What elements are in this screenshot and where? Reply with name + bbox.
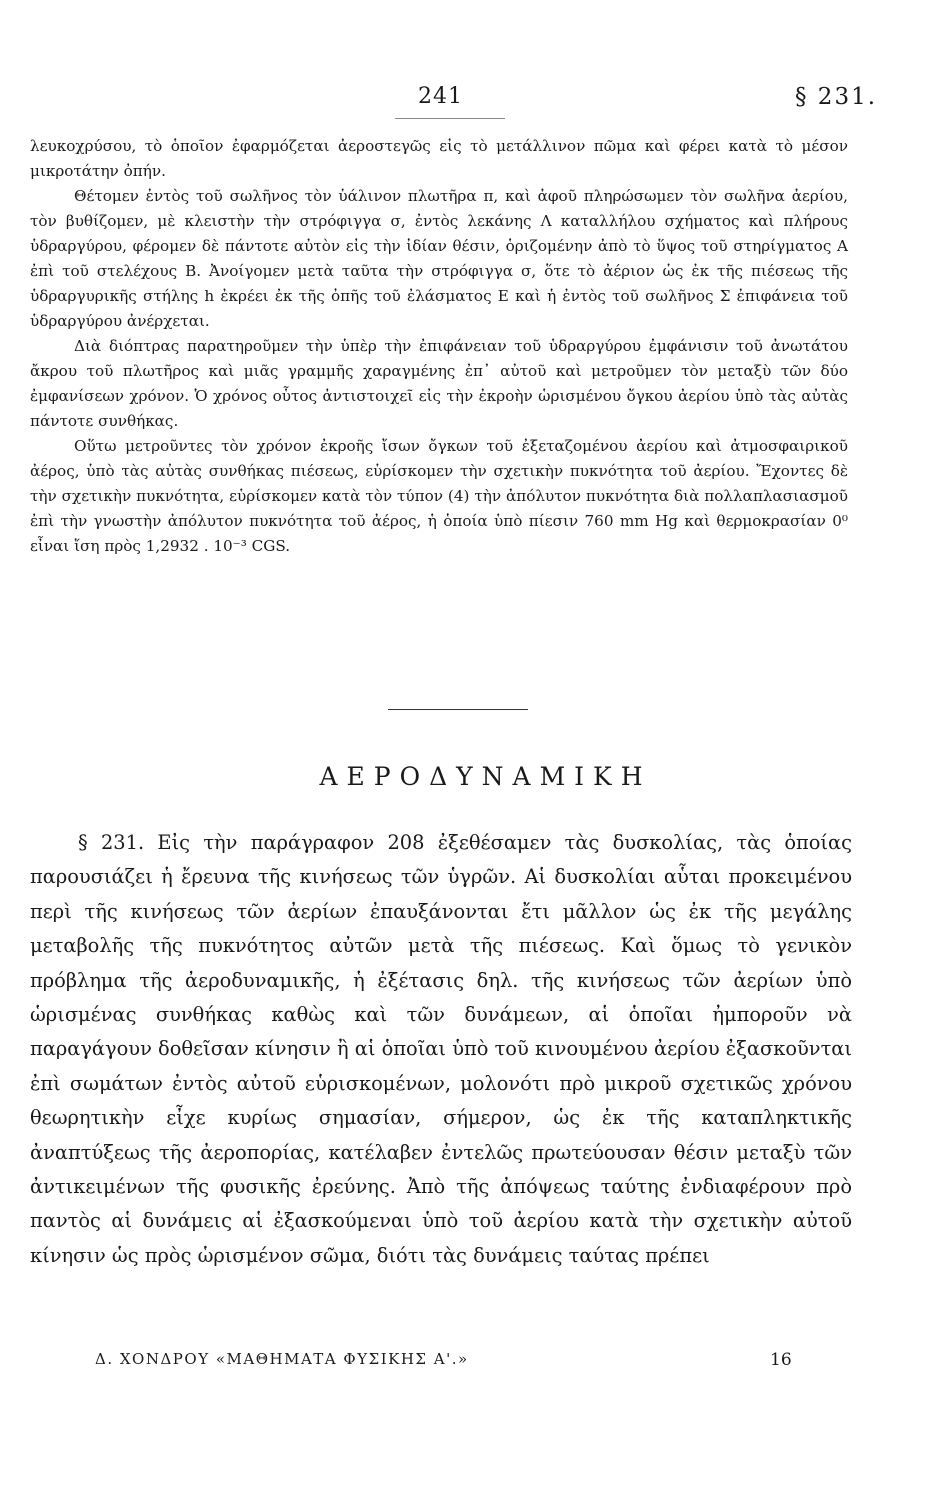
paragraph: Οὕτω μετροῦντες τὸν χρόνον ἐκροῆς ἴσων ὄγκων τοῦ ἐξεταζομένου ἀερίου καὶ ἀτμοσφαιρικοῦ ἀέρος, ὑπὸ τὰς αὐτὰς συνθήκας πιέσεως, εὑρίσκομεν τὴν σχετικὴν πυκνότητα τοῦ ἀερίου. Ἔχοντες δὲ τὴν σχετικὴν πυκνότητα, εὑρίσκομεν κατὰ τὸν τύπον (4) τὴν ἀπόλυτον πυκνότητα διὰ πολλαπλασιασμοῦ ἐπὶ τὴν γνωστὴν ἀπόλυτον πυκνότητα τοῦ ἀέρος, ἡ ὁποία ὑπὸ πίεσιν 760 mm Hg καὶ θερμοκρασίαν 0⁰ εἶναι ἴση πρὸς 1,2932 . 10⁻³ CGS. <box>30 437 848 555</box>
footer-signature: Δ. ΧΟΝΔΡΟΥ «ΜΑΘΗΜΑΤΑ ΦΥΣΙΚΗΣ Α'.» <box>95 1350 469 1368</box>
section-divider <box>388 709 528 710</box>
running-section-ref: § 231. <box>795 84 878 110</box>
page-footer <box>0 1350 951 1380</box>
section-title: ΑΕΡΟΔΥΝΑΜΙΚΗ <box>319 762 652 791</box>
header-rule <box>395 118 505 119</box>
page-number: 241 <box>418 84 463 109</box>
paragraph: Διὰ διόπτρας παρατηροῦμεν τὴν ὑπὲρ τὴν ἐπιφάνειαν τοῦ ὑδραργύρου ἐμφάνισιν τοῦ ἀνωτάτου ἄκρου τοῦ πλωτῆρος καὶ μιᾶς γραμμῆς χαραγμένης ἐπ᾽ αὐτοῦ καὶ μετροῦμεν τὸν μεταξὺ τῶν δύο ἐμφανίσεων χρόνον. Ὁ χρόνος οὗτος ἀντιστοιχεῖ εἰς τὴν ἐκροὴν ὡρισμένου ὄγκου ἀερίου ὑπὸ τὰς αὐτὰς πάντοτε συνθήκας. <box>30 337 848 430</box>
section-body-text <box>30 826 852 1273</box>
paragraph: Θέτομεν ἐντὸς τοῦ σωλῆνος τὸν ὑάλινον πλωτῆρα π, καὶ ἀφοῦ πληρώσωμεν τὸν σωλῆνα ἀερίου, τὸν βυθίζομεν, μὲ κλειστὴν τὴν στρόφιγγα σ, ἐντὸς λεκάνης Λ καταλλήλου σχήματος καὶ πλήρους ὑδραργύρου, φέρομεν δὲ πάντοτε αὐτὸν εἰς τὴν ἰδίαν θέσιν, ὁριζομένην ἀπὸ τὸ ὕψος τοῦ στηρίγματος Α ἐπὶ τοῦ στελέχους Β. Ἀνοίγομεν μετὰ ταῦτα τὴν στρόφιγγα σ, ὅτε τὸ ἀέριον ὡς ἐκ τῆς πιέσεως τῆς ὑδραργυρικῆς στήλης h ἐκρέει ἐκ τῆς ὀπῆς τοῦ ἐλάσματος Ε καὶ ἡ ἐντὸς τοῦ σωλῆνος Σ ἐπιφάνεια τοῦ ὑδραργύρου ἀνέρχεται. <box>30 187 848 330</box>
page-header <box>0 84 951 124</box>
sheet-number: 16 <box>770 1350 792 1370</box>
upper-body-text <box>30 134 848 559</box>
paragraph: λευκοχρύσου, τὸ ὁποῖον ἐφαρμόζεται ἀεροστεγῶς εἰς τὸ μετάλλινον πῶμα καὶ φέρει κατὰ τὸ μέσον μικροτάτην ὀπήν. <box>30 137 848 180</box>
paragraph: § 231. Εἰς τὴν παράγραφον 208 ἐξεθέσαμεν τὰς δυσκολίας, τὰς ὁποίας παρουσιάζει ἡ ἔρευνα τῆς κινήσεως τῶν ὑγρῶν. Αἱ δυσκολίαι αὗται προκειμένου περὶ τῆς κινήσεως τῶν ἀερίων ἐπαυξάνονται ἔτι μᾶλλον ὡς ἐκ τῆς μεγάλης μεταβολῆς τῆς πυκνότητος αὐτῶν μετὰ τῆς πιέσεως. Καὶ ὅμως τὸ γενικὸν πρόβλημα τῆς ἀεροδυναμικῆς, ἡ ἐξέτασις δηλ. τῆς κινήσεως τῶν ἀερίων ὑπὸ ὡρισμένας συνθήκας καθὼς καὶ τῶν δυνάμεων, αἱ ὁποῖαι ἠμποροῦν νὰ παραγάγουν δοθεῖσαν κίνησιν ἢ αἱ ὁποῖαι ὑπὸ τοῦ κινουμένου ἀερίου ἐξασκοῦνται ἐπὶ σωμάτων ἐντὸς αὐτοῦ εὑρισκομένων, μολονότι πρὸ μικροῦ σχετικῶς χρόνου θεωρητικὴν εἶχε κυρίως σημασίαν, σήμερον, ὡς ἐκ τῆς καταπληκτικῆς ἀναπτύξεως τῆς ἀεροπορίας, κατέλαβεν ἐντελῶς πρωτεύουσαν θέσιν μεταξὺ τῶν ἀντικειμένων τῆς φυσικῆς ἐρεύνης. Ἀπὸ τῆς ἀπόψεως ταύτης ἐνδιαφέρουν πρὸ παντὸς αἱ δυνάμεις αἱ ἐξασκούμεναι ὑπὸ τοῦ ἀερίου κατὰ τὴν σχετικὴν αὐτοῦ κίνησιν ὡς πρὸς ὡρισμένον σῶμα, διότι τὰς δυνάμεις ταύτας πρέπει <box>30 831 852 1267</box>
